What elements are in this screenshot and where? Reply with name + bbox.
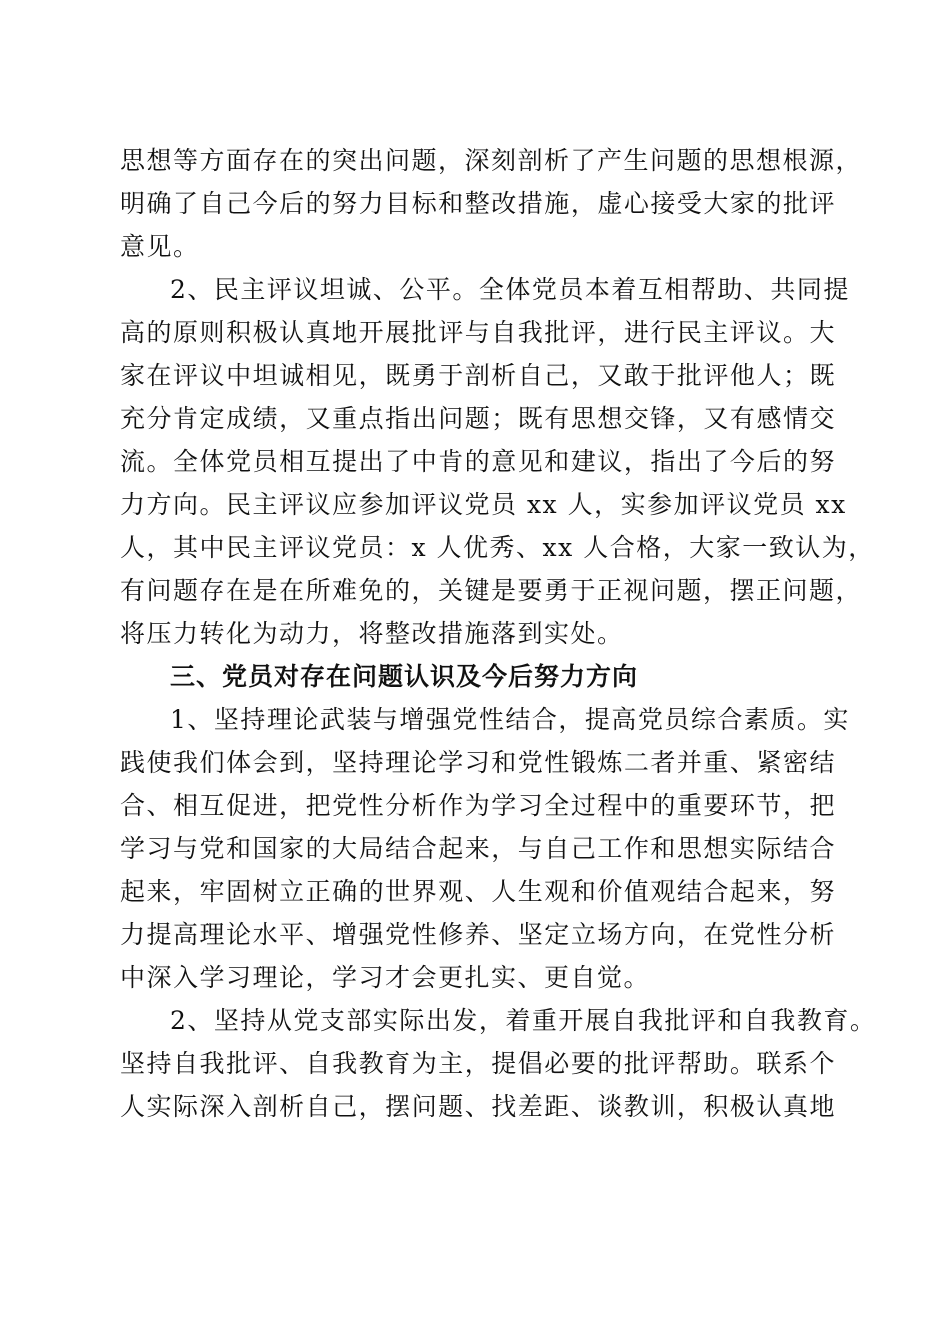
text-line: 中深入学习理论，学习才会更扎实、更自觉。 xyxy=(120,963,651,992)
text-line: 人，其中民主评议党员：x 人优秀、xx 人合格，大家一致认为， xyxy=(120,533,875,562)
section-heading: 三、党员对存在问题认识及今后努力方向 xyxy=(170,662,639,691)
text-line: 坚持自我批评、自我教育为主，提倡必要的批评帮助。联系个 xyxy=(120,1049,836,1078)
text-line: 践使我们体会到，坚持理论学习和党性锻炼二者并重、紧密结 xyxy=(120,748,836,777)
text-line: 力提高理论水平、增强党性修养、坚定立场方向，在党性分析 xyxy=(120,920,836,949)
text-line: 充分肯定成绩，又重点指出问题；既有思想交锋，又有感情交 xyxy=(120,404,836,433)
paragraph-start-line: 1、坚持理论武装与增强党性结合，提高党员综合素质。实 xyxy=(170,705,850,734)
document-body xyxy=(120,139,877,1128)
text-line: 思想等方面存在的突出问题，深刻剖析了产生问题的思想根源， xyxy=(120,146,863,175)
text-line: 力方向。民主评议应参加评议党员 xx 人，实参加评议党员 xx xyxy=(120,490,847,519)
paragraph-start-line: 2、坚持从党支部实际出发，着重开展自我批评和自我教育。 xyxy=(170,1006,877,1035)
paragraph-start-line: 2、民主评议坦诚、公平。全体党员本着互相帮助、共同提 xyxy=(170,275,850,304)
text-line: 人实际深入剖析自己，摆问题、找差距、谈教训，积极认真地 xyxy=(120,1092,836,1121)
text-line: 合、相互促进，把党性分析作为学习全过程中的重要环节，把 xyxy=(120,791,836,820)
text-line: 起来，牢固树立正确的世界观、人生观和价值观结合起来，努 xyxy=(120,877,836,906)
text-line: 将压力转化为动力，将整改措施落到实处。 xyxy=(120,619,624,648)
text-line: 学习与党和国家的大局结合起来，与自己工作和思想实际结合 xyxy=(120,834,836,863)
text-line: 有问题存在是在所难免的，关键是要勇于正视问题，摆正问题， xyxy=(120,576,863,605)
text-line: 流。全体党员相互提出了中肯的意见和建议，指出了今后的努 xyxy=(120,447,836,476)
text-line: 明确了自己今后的努力目标和整改措施，虚心接受大家的批评 xyxy=(120,189,836,218)
text-line: 家在评议中坦诚相见，既勇于剖析自己，又敢于批评他人；既 xyxy=(120,361,836,390)
text-line: 高的原则积极认真地开展批评与自我批评，进行民主评议。大 xyxy=(120,318,836,347)
text-line: 意见。 xyxy=(120,232,200,261)
